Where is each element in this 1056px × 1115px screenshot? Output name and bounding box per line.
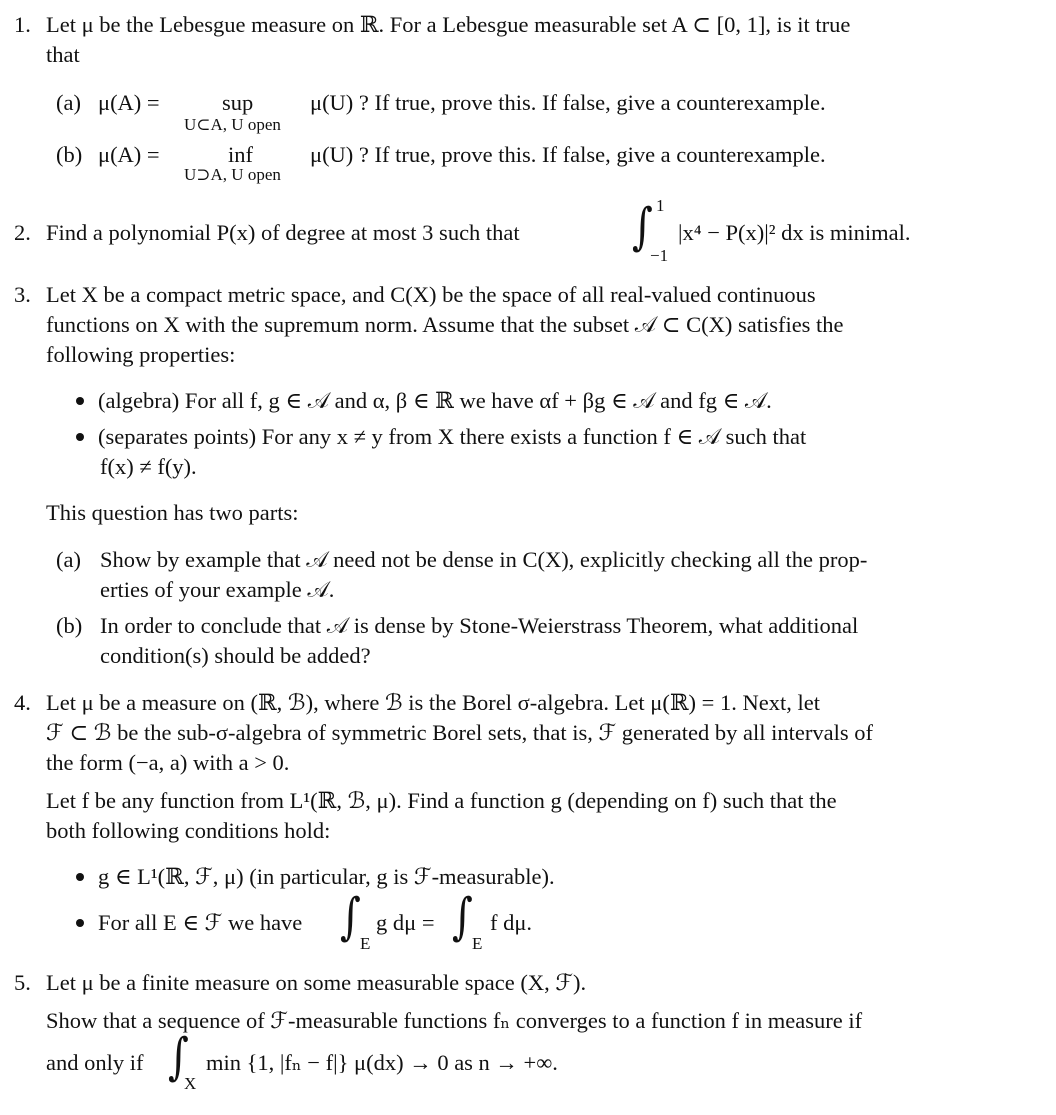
bullet-item: g ∈ L¹(ℝ, ℱ, μ) (in particular, g is ℱ-measurable). [76,862,555,892]
integrand: min {1, |fₙ − f|} μ(dx) → 0 as n → +∞. [206,1050,558,1075]
problem-text: and only if [46,1050,144,1075]
problem-number: 1. [14,12,31,37]
inf-limit: U⊃A, U open [184,165,281,184]
part-text: In order to conclude that 𝒜 is dense by Stone-Weierstrass Theorem, what additional [100,613,859,638]
parts-intro: This question has two parts: [46,500,299,525]
problem-number: 5. [14,970,31,995]
integral-upper-limit: 1 [656,196,665,215]
integrand: g dμ = [376,910,435,935]
problem-text: Let μ be the Lebesgue measure on ℝ. For a Lebesgue measurable set A ⊂ [0, 1], is it true [46,12,851,37]
problem-number: 2. [14,220,31,245]
problem-text: ℱ ⊂ ℬ be the sub-σ-algebra of symmetric Borel sets, that is, ℱ generated by all intervals of [46,720,873,745]
part-label: (a) [56,547,81,572]
sup-limit: U⊂A, U open [184,115,281,134]
bullet-icon [76,433,84,441]
integral-sign: ∫ [168,1028,189,1086]
problem-text: Let f be any function from L¹(ℝ, ℬ, μ). Find a function g (depending on f) such that the [46,788,837,813]
part-text: condition(s) should be added? [100,643,371,668]
problem-text: Let X be a compact metric space, and C(X) be the space of all real-valued continuous [46,282,816,307]
integral-domain: E [360,934,371,953]
part-label: (b) [56,142,83,167]
problem-number: 3. [14,282,31,307]
integral-sign: ∫ [340,888,361,946]
problem-text: that [46,42,80,67]
bullet-icon [76,873,84,881]
bullet-item: For all E ∈ ℱ we have [76,908,302,938]
bullet-icon [76,919,84,927]
bullet-continuation: f(x) ≠ f(y). [100,454,197,479]
problem-text: Find a polynomial P(x) of degree at most 3 such that [46,220,520,245]
problem-text: Let μ be a measure on (ℝ, ℬ), where ℬ is the Borel σ-algebra. Let μ(ℝ) = 1. Next, let [46,690,820,715]
part-label: (b) [56,613,83,638]
sup-operator: sup [222,90,254,115]
problem-text: Show that a sequence of ℱ-measurable functions fₙ converges to a function f in measure if [46,1008,863,1033]
problem-text: both following conditions hold: [46,818,331,843]
problem-text: the form (−a, a) with a > 0. [46,750,290,775]
integral-domain: X [184,1074,197,1093]
integrand: f dμ. [490,910,533,935]
integrand: |x⁴ − P(x)|² dx is minimal. [678,220,911,245]
integral-sign: ∫ [632,198,653,256]
integral-domain: E [472,934,483,953]
problem-text: Let μ be a finite measure on some measurable space (X, ℱ). [46,970,587,995]
problem-text: functions on X with the supremum norm. Assume that the subset 𝒜 ⊂ C(X) satisfies the [46,312,844,337]
bullet-item: (algebra) For all f, g ∈ 𝒜 and α, β ∈ ℝ we have αf + βg ∈ 𝒜 and fg ∈ 𝒜. [76,386,772,416]
problem-text: following properties: [46,342,236,367]
integral-lower-limit: −1 [650,246,669,265]
equation-rhs: μ(U) ? If true, prove this. If false, give a counterexample. [310,142,826,167]
equation-lhs: μ(A) = [98,90,160,115]
integral-sign: ∫ [452,888,473,946]
bullet-icon [76,397,84,405]
bullet-item: (separates points) For any x ≠ y from X there exists a function f ∈ 𝒜 such that [76,422,806,452]
part-text: Show by example that 𝒜 need not be dense in C(X), explicitly checking all the prop- [100,547,868,572]
problem-number: 4. [14,690,31,715]
part-text: erties of your example 𝒜. [100,577,335,602]
equation-rhs: μ(U) ? If true, prove this. If false, give a counterexample. [310,90,826,115]
equation-lhs: μ(A) = [98,142,160,167]
part-label: (a) [56,90,81,115]
inf-operator: inf [228,142,253,167]
